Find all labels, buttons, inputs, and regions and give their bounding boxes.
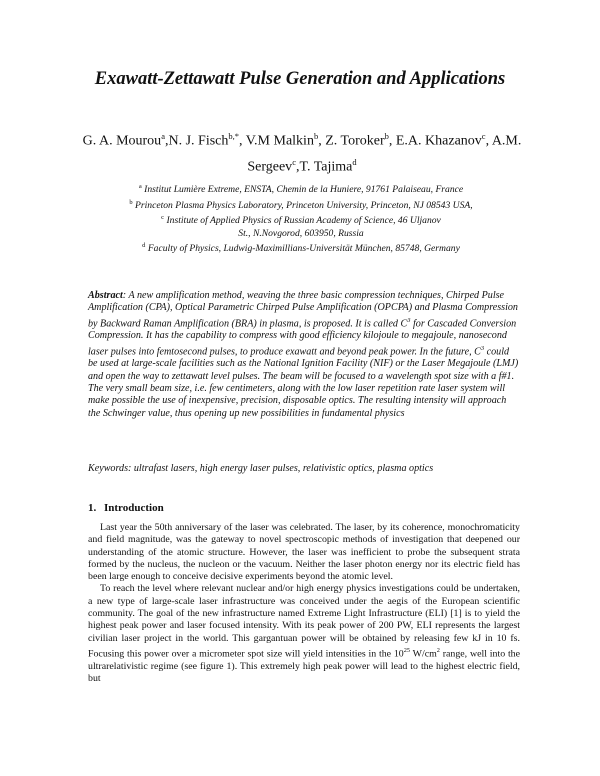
abstract-superscript: 3 bbox=[407, 316, 411, 324]
affiliation-text: Institut Lumière Extreme, ENSTA, Chemin de la Huniere, 91761 Palaiseau, France bbox=[144, 184, 464, 196]
author-affiliation-mark: c bbox=[292, 156, 296, 167]
paper-title: Exawatt-Zettawatt Pulse Generation and Applications bbox=[94, 69, 506, 89]
author-affiliation-mark: c bbox=[481, 131, 486, 141]
section-heading bbox=[88, 502, 164, 515]
paragraph: Last year the 50th anniversary of the laser was celebrated. The laser, by its coherence, monochromaticity and field magnitude, was the gateway to novel spectroscopic methods of investigation that deepened our understanding of the atomic structure. However, the laser was inefficient to probe the subsequent strata formed by the nucleus, the nucleon or the vacuum. Neither the laser photon energy nor its electric field has been large enough to conceive decisive experiments beyond the atomic level. bbox=[88, 522, 520, 583]
abstract-text: : A new amplification method, weaving the three basic compression techniques, Chirped Pulse Amplification (CPA), Optical Parametric Chirped Pulse Amplification (OPCPA) and Plasma Compression by Backward Raman Amplification (BRA) in plasma, is proposed. It is called C bbox=[88, 290, 518, 330]
abstract-superscript: 3 bbox=[480, 344, 485, 352]
author-affiliation-mark: b,* bbox=[228, 131, 239, 141]
affiliation-mark: d bbox=[142, 242, 146, 250]
author-affiliation-mark: d bbox=[352, 156, 357, 167]
author-name: V.M Malkin bbox=[245, 133, 314, 149]
affiliation-text: Faculty of Physics, Ludwig-Maximillians-Universität München, 85748, Germany bbox=[147, 243, 460, 255]
paragraph-text: To reach the level where relevant nuclear and/or high energy physics investigations could be undertaken, a new type of large-scale laser infrastructure was conceived under the aegis of the European scientific community. The goal of the new infrastructure named Extreme Light Infrastructure (ELI) [1] is to yield the highest peak power and laser focused intensity. With its peak power of 200 PW, ELI represents the largest civilian laser project in the world. This gargantuan power will be obtained by releasing few kJ in 10 fs. Focusing this power over a micrometer spot size will yield intensities in the 10 bbox=[88, 583, 520, 660]
abstract bbox=[88, 290, 520, 420]
author-name: N. J. Fisch bbox=[168, 133, 229, 149]
author-affiliation-mark: b bbox=[384, 131, 389, 141]
paragraph bbox=[88, 583, 520, 685]
author-affiliation-mark: b bbox=[313, 131, 319, 141]
affiliation-mark: c bbox=[161, 214, 165, 222]
author-name: T. Tajima bbox=[299, 159, 353, 175]
author-name: A.M. Sergeev bbox=[247, 133, 522, 175]
section-number: 1. bbox=[88, 502, 97, 514]
body-text bbox=[88, 522, 520, 685]
affiliation bbox=[84, 240, 518, 256]
affiliation-mark: a bbox=[138, 183, 142, 190]
exponent: 25 bbox=[403, 646, 411, 654]
affiliation-list bbox=[84, 181, 518, 256]
affiliation-text: Institute of Applied Physics of Russian Academy of Science, 46 Uljanov St., N.Novgorod, 603950, Russia bbox=[166, 215, 441, 239]
section-title: Introduction bbox=[104, 502, 164, 514]
paragraph-text: W/cm bbox=[410, 648, 437, 660]
affiliation bbox=[84, 197, 518, 213]
affiliation-text: Princeton Plasma Physics Laboratory, Princeton University, Princeton, NJ 08543 USA, bbox=[135, 199, 473, 211]
abstract-text: could be used at large-scale facilities such as the National Ignition Facility (NIF) or the Laser Megajoule (LMJ) and open the way to zettawatt level pulses. The beam will be focused to a wavelength spot size with a f#1. The very small beam size, i.e. few centimeters, along with the low laser repetition rate laser system will make possible the use of inexpensive, precision, disposable optics. The resulting intensity will approach the Schwinger value, thus opening up new possibilities in fundamental physics bbox=[88, 346, 519, 419]
author-affiliation-mark: a bbox=[161, 131, 165, 141]
exponent: 2 bbox=[436, 646, 440, 654]
affiliation-mark: b bbox=[129, 198, 133, 206]
author-list: G. A. Mourou$^a$,N. J. Fisch$^{b,*}$, V.M Malkin$^b$, Z. Toroker$^b$, E.A. Khazanov$^c$, A.M. Sergeev$^c$,T. Tajima$^d$ bbox=[82, 131, 522, 175]
abstract-label: Abstract bbox=[88, 290, 123, 301]
keywords: Keywords: ultrafast lasers, high energy laser pulses, relativistic optics, plasma optics bbox=[88, 463, 434, 474]
author-name: G. A. Mourou bbox=[82, 133, 162, 149]
author-name: Z. Toroker bbox=[325, 133, 385, 149]
affiliation bbox=[84, 212, 518, 240]
affiliation bbox=[84, 181, 518, 197]
author-name: E.A. Khazanov bbox=[395, 133, 482, 149]
abstract-text: for Cascaded Conversion Compression. It has the capability to compress with good efficiency kilojoule to megajoule, nanosecond laser pulses into femtosecond pulses, to produce exawatt and beyond peak power. In the future, C bbox=[88, 318, 517, 358]
paragraph-text: range, well into the ultrarelativistic regime (see figure 1). This extremely high peak power will lead to the highest electric field, but bbox=[88, 648, 521, 684]
